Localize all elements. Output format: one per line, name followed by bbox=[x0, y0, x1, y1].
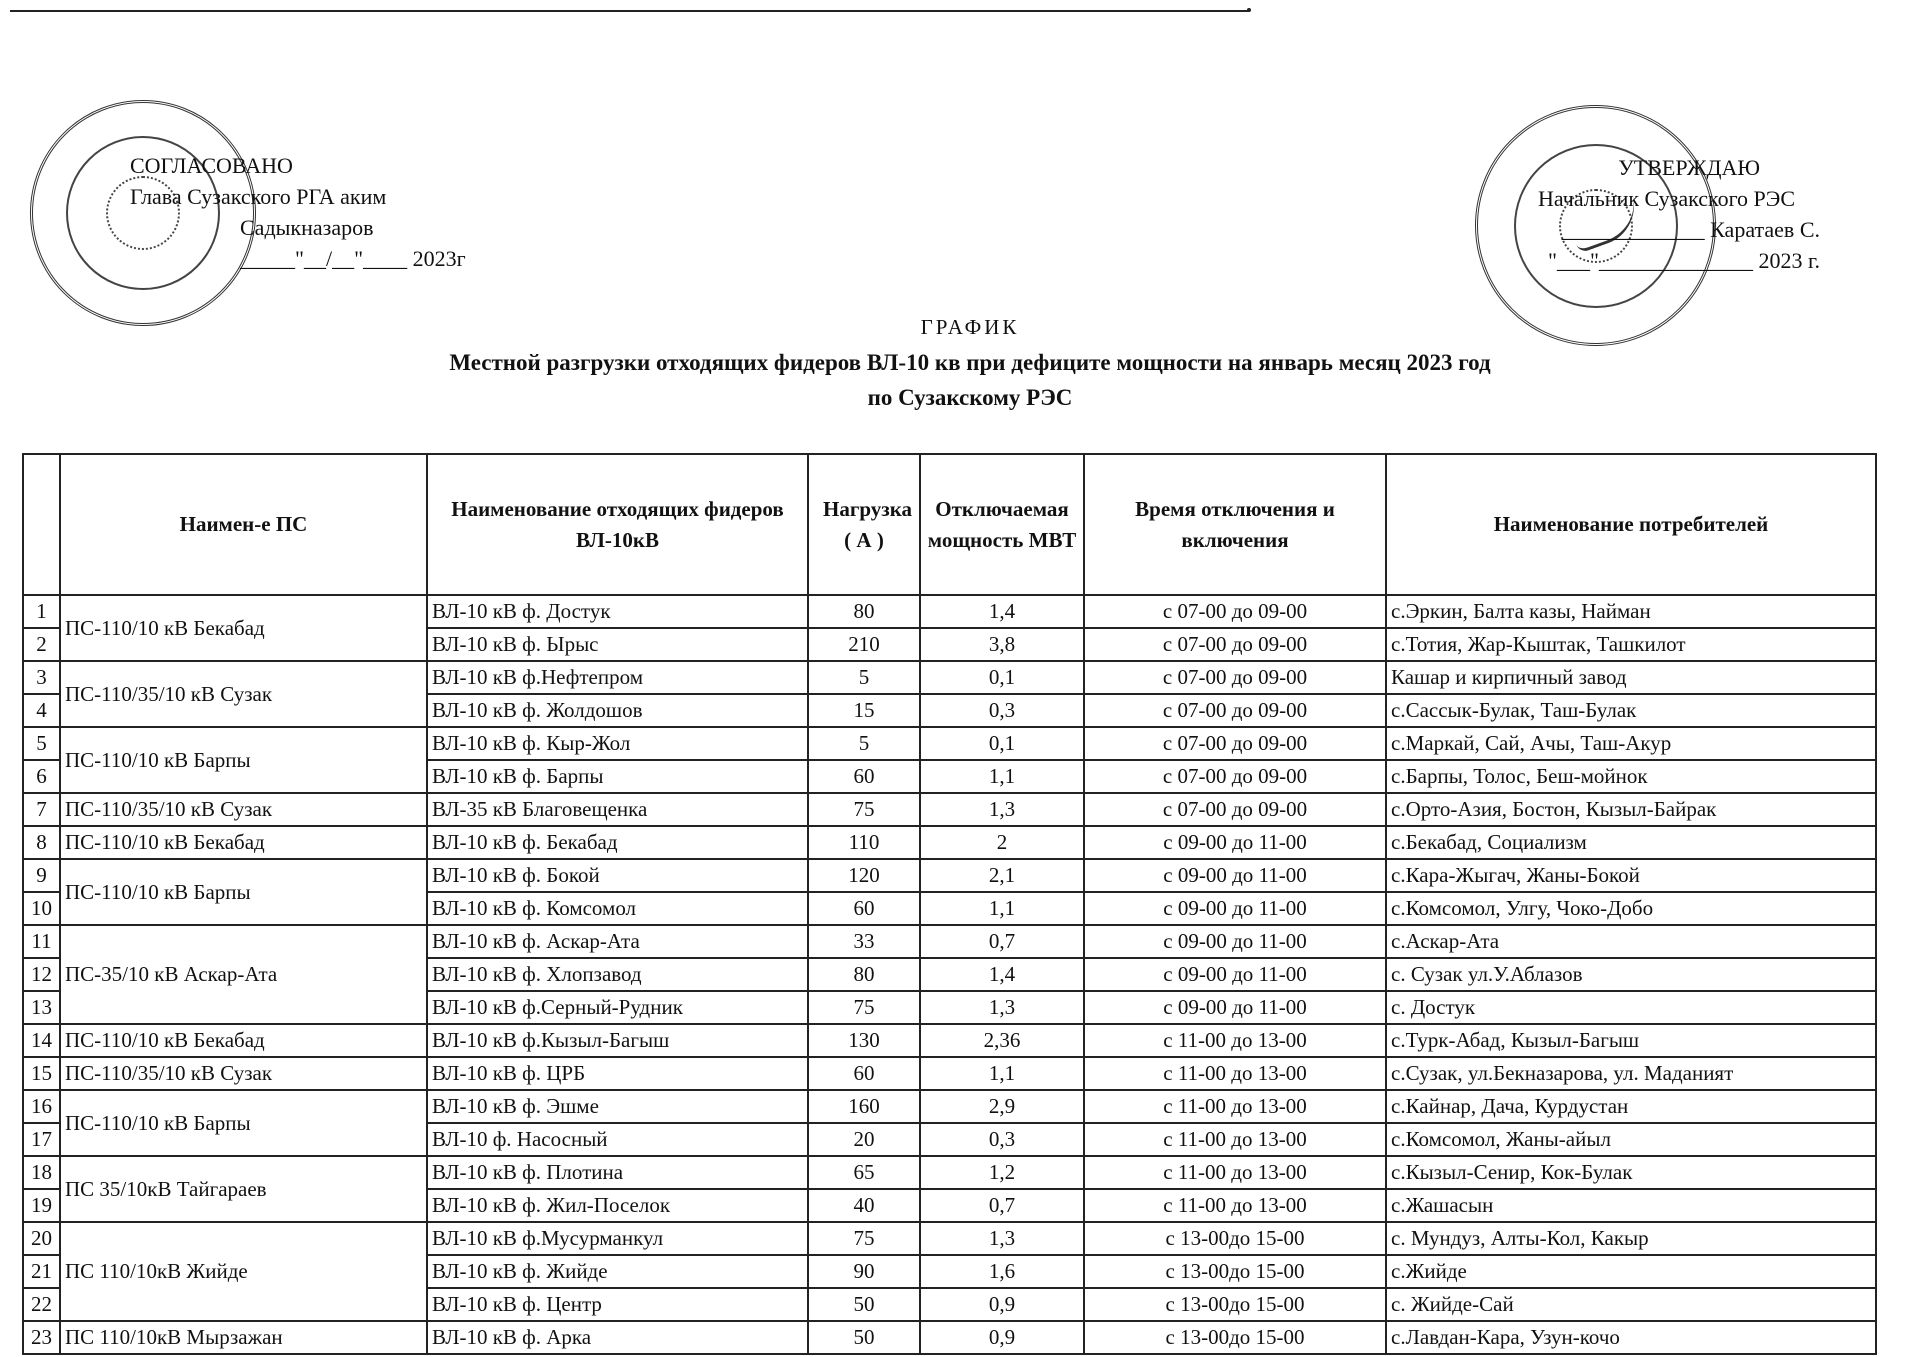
row-number: 2 bbox=[23, 628, 60, 661]
load-value: 60 bbox=[808, 892, 920, 925]
time-range: с 09-00 до 11-00 bbox=[1084, 826, 1386, 859]
feeder-name: ВЛ-10 кВ ф. Жийде bbox=[427, 1255, 808, 1288]
row-number: 14 bbox=[23, 1024, 60, 1057]
feeder-name: ВЛ-10 кВ ф. ЦРБ bbox=[427, 1057, 808, 1090]
power-value: 0,3 bbox=[920, 694, 1084, 727]
feeder-name: ВЛ-10 кВ ф. Арка bbox=[427, 1321, 808, 1354]
load-value: 60 bbox=[808, 1057, 920, 1090]
feeder-name: ВЛ-10 кВ ф. Бекабад bbox=[427, 826, 808, 859]
load-value: 5 bbox=[808, 661, 920, 694]
row-number: 11 bbox=[23, 925, 60, 958]
consumers: с.Кара-Жыгач, Жаны-Бокой bbox=[1386, 859, 1876, 892]
load-value: 110 bbox=[808, 826, 920, 859]
table-row bbox=[23, 793, 1876, 826]
time-range: с 09-00 до 11-00 bbox=[1084, 892, 1386, 925]
consumers: с.Турк-Абад, Кызыл-Багыш bbox=[1386, 1024, 1876, 1057]
feeder-name: ВЛ-10 кВ ф. Достук bbox=[427, 595, 808, 628]
row-number: 8 bbox=[23, 826, 60, 859]
load-value: 5 bbox=[808, 727, 920, 760]
consumers: с.Лавдан-Кара, Узун-кочо bbox=[1386, 1321, 1876, 1354]
power-value: 1,1 bbox=[920, 760, 1084, 793]
approval-block-right bbox=[1440, 152, 1820, 276]
header-ps: Наимен-е ПС bbox=[60, 454, 427, 595]
load-value: 65 bbox=[808, 1156, 920, 1189]
consumers: Кашар и кирпичный завод bbox=[1386, 661, 1876, 694]
time-range: с 11-00 до 13-00 bbox=[1084, 1024, 1386, 1057]
consumers: с. Сузак ул.У.Аблазов bbox=[1386, 958, 1876, 991]
time-range: с 07-00 до 09-00 bbox=[1084, 760, 1386, 793]
load-value: 130 bbox=[808, 1024, 920, 1057]
header-power: Отключаемая мощность МВТ bbox=[920, 454, 1084, 595]
load-value: 90 bbox=[808, 1255, 920, 1288]
substation-name: ПС 110/10кВ Жийде bbox=[60, 1222, 427, 1321]
row-number: 3 bbox=[23, 661, 60, 694]
feeder-name: ВЛ-10 кВ ф. Кыр-Жол bbox=[427, 727, 808, 760]
row-number: 21 bbox=[23, 1255, 60, 1288]
table-row bbox=[23, 1156, 1876, 1189]
approval-right-heading: УТВЕРЖДАЮ bbox=[1618, 155, 1760, 180]
approval-right-name: _____________ Каратаев С. bbox=[1561, 217, 1820, 242]
substation-name: ПС-110/10 кВ Бекабад bbox=[60, 826, 427, 859]
substation-name: ПС-110/10 кВ Барпы bbox=[60, 1090, 427, 1156]
time-range: с 11-00 до 13-00 bbox=[1084, 1156, 1386, 1189]
load-value: 75 bbox=[808, 793, 920, 826]
feeder-name: ВЛ-10 кВ ф. Барпы bbox=[427, 760, 808, 793]
schedule-table bbox=[22, 453, 1877, 1355]
load-value: 40 bbox=[808, 1189, 920, 1222]
table-row bbox=[23, 595, 1876, 628]
substation-name: ПС-110/35/10 кВ Сузак bbox=[60, 793, 427, 826]
row-number: 20 bbox=[23, 1222, 60, 1255]
power-value: 1,3 bbox=[920, 1222, 1084, 1255]
power-value: 2,1 bbox=[920, 859, 1084, 892]
feeder-name: ВЛ-10 кВ ф. Бокой bbox=[427, 859, 808, 892]
substation-name: ПС-110/10 кВ Бекабад bbox=[60, 1024, 427, 1057]
substation-name: ПС-110/35/10 кВ Сузак bbox=[60, 661, 427, 727]
load-value: 20 bbox=[808, 1123, 920, 1156]
time-range: с 11-00 до 13-00 bbox=[1084, 1123, 1386, 1156]
load-value: 33 bbox=[808, 925, 920, 958]
load-value: 75 bbox=[808, 991, 920, 1024]
power-value: 1,3 bbox=[920, 793, 1084, 826]
time-range: с 09-00 до 11-00 bbox=[1084, 925, 1386, 958]
consumers: с.Жийде bbox=[1386, 1255, 1876, 1288]
substation-name: ПС-110/10 кВ Барпы bbox=[60, 727, 427, 793]
load-value: 120 bbox=[808, 859, 920, 892]
power-value: 2,9 bbox=[920, 1090, 1084, 1123]
consumers: с.Сузак, ул.Бекназарова, ул. Маданият bbox=[1386, 1057, 1876, 1090]
scan-dot bbox=[1247, 8, 1251, 12]
time-range: с 13-00до 15-00 bbox=[1084, 1321, 1386, 1354]
table-row bbox=[23, 925, 1876, 958]
row-number: 16 bbox=[23, 1090, 60, 1123]
feeder-name: ВЛ-10 кВ ф. Эшме bbox=[427, 1090, 808, 1123]
power-value: 0,3 bbox=[920, 1123, 1084, 1156]
row-number: 15 bbox=[23, 1057, 60, 1090]
table-row bbox=[23, 826, 1876, 859]
power-value: 1,6 bbox=[920, 1255, 1084, 1288]
table-row bbox=[23, 1057, 1876, 1090]
feeder-name: ВЛ-10 кВ ф. Ырыс bbox=[427, 628, 808, 661]
table-row bbox=[23, 1024, 1876, 1057]
row-number: 13 bbox=[23, 991, 60, 1024]
approval-left-date: _____"__/__"____ 2023г bbox=[240, 246, 466, 271]
substation-name: ПС-35/10 кВ Аскар-Ата bbox=[60, 925, 427, 1024]
power-value: 2,36 bbox=[920, 1024, 1084, 1057]
row-number: 23 bbox=[23, 1321, 60, 1354]
substation-name: ПС 110/10кВ Мырзажан bbox=[60, 1321, 427, 1354]
feeder-name: ВЛ-10 ф. Насосный bbox=[427, 1123, 808, 1156]
substation-name: ПС-110/10 кВ Бекабад bbox=[60, 595, 427, 661]
time-range: с 11-00 до 13-00 bbox=[1084, 1189, 1386, 1222]
time-range: с 09-00 до 11-00 bbox=[1084, 958, 1386, 991]
load-value: 210 bbox=[808, 628, 920, 661]
consumers: с.Комсомол, Жаны-айыл bbox=[1386, 1123, 1876, 1156]
row-number: 12 bbox=[23, 958, 60, 991]
power-value: 0,1 bbox=[920, 661, 1084, 694]
power-value: 1,1 bbox=[920, 892, 1084, 925]
consumers: с.Барпы, Толос, Беш-мойнок bbox=[1386, 760, 1876, 793]
time-range: с 11-00 до 13-00 bbox=[1084, 1090, 1386, 1123]
header-feeder: Наименование отходящих фидеров ВЛ-10кВ bbox=[427, 454, 808, 595]
header-consumers: Наименование потребителей bbox=[1386, 454, 1876, 595]
time-range: с 09-00 до 11-00 bbox=[1084, 859, 1386, 892]
time-range: с 07-00 до 09-00 bbox=[1084, 595, 1386, 628]
time-range: с 07-00 до 09-00 bbox=[1084, 628, 1386, 661]
time-range: с 07-00 до 09-00 bbox=[1084, 793, 1386, 826]
feeder-name: ВЛ-10 кВ ф. Центр bbox=[427, 1288, 808, 1321]
power-value: 0,7 bbox=[920, 1189, 1084, 1222]
time-range: с 09-00 до 11-00 bbox=[1084, 991, 1386, 1024]
time-range: с 11-00 до 13-00 bbox=[1084, 1057, 1386, 1090]
row-number: 18 bbox=[23, 1156, 60, 1189]
feeder-name: ВЛ-10 кВ ф. Хлопзавод bbox=[427, 958, 808, 991]
feeder-name: ВЛ-10 кВ ф.Кызыл-Багыш bbox=[427, 1024, 808, 1057]
load-value: 75 bbox=[808, 1222, 920, 1255]
power-value: 0,9 bbox=[920, 1321, 1084, 1354]
power-value: 0,7 bbox=[920, 925, 1084, 958]
time-range: с 07-00 до 09-00 bbox=[1084, 727, 1386, 760]
consumers: с. Достук bbox=[1386, 991, 1876, 1024]
load-value: 50 bbox=[808, 1288, 920, 1321]
load-value: 60 bbox=[808, 760, 920, 793]
time-range: с 13-00до 15-00 bbox=[1084, 1288, 1386, 1321]
table-header-row bbox=[23, 454, 1876, 595]
top-rule bbox=[10, 10, 1250, 12]
load-value: 80 bbox=[808, 958, 920, 991]
row-number: 5 bbox=[23, 727, 60, 760]
time-range: с 13-00до 15-00 bbox=[1084, 1255, 1386, 1288]
power-value: 0,1 bbox=[920, 727, 1084, 760]
consumers: с.Жашасын bbox=[1386, 1189, 1876, 1222]
load-value: 160 bbox=[808, 1090, 920, 1123]
load-value: 50 bbox=[808, 1321, 920, 1354]
consumers: с.Эркин, Балта казы, Найман bbox=[1386, 595, 1876, 628]
row-number: 22 bbox=[23, 1288, 60, 1321]
power-value: 1,2 bbox=[920, 1156, 1084, 1189]
power-value: 1,4 bbox=[920, 958, 1084, 991]
time-range: с 13-00до 15-00 bbox=[1084, 1222, 1386, 1255]
power-value: 1,1 bbox=[920, 1057, 1084, 1090]
feeder-name: ВЛ-35 кВ Благовещенка bbox=[427, 793, 808, 826]
feeder-name: ВЛ-10 кВ ф. Жил-Поселок bbox=[427, 1189, 808, 1222]
table-row bbox=[23, 727, 1876, 760]
feeder-name: ВЛ-10 кВ ф. Жолдошов bbox=[427, 694, 808, 727]
consumers: с.Комсомол, Улгу, Чоко-Добо bbox=[1386, 892, 1876, 925]
approval-block-left bbox=[130, 150, 466, 274]
substation-name: ПС-110/35/10 кВ Сузак bbox=[60, 1057, 427, 1090]
consumers: с.Кызыл-Сенир, Кок-Булак bbox=[1386, 1156, 1876, 1189]
consumers: с.Аскар-Ата bbox=[1386, 925, 1876, 958]
feeder-name: ВЛ-10 кВ ф.Нефтепром bbox=[427, 661, 808, 694]
consumers: с.Сассык-Булак, Таш-Булак bbox=[1386, 694, 1876, 727]
load-value: 80 bbox=[808, 595, 920, 628]
substation-name: ПС-110/10 кВ Барпы bbox=[60, 859, 427, 925]
table-row bbox=[23, 661, 1876, 694]
table-row bbox=[23, 1321, 1876, 1354]
time-range: с 07-00 до 09-00 bbox=[1084, 694, 1386, 727]
header-load: Нагрузка ( А ) bbox=[808, 454, 920, 595]
feeder-name: ВЛ-10 кВ ф. Плотина bbox=[427, 1156, 808, 1189]
consumers: с. Жийде-Сай bbox=[1386, 1288, 1876, 1321]
load-value: 15 bbox=[808, 694, 920, 727]
consumers: с.Орто-Азия, Бостон, Кызыл-Байрак bbox=[1386, 793, 1876, 826]
consumers: с.Бекабад, Социализм bbox=[1386, 826, 1876, 859]
document-subtitle: Местной разгрузки отходящих фидеров ВЛ-10 кв при дефиците мощности на январь месяц 2023 год bbox=[449, 350, 1491, 375]
time-range: с 07-00 до 09-00 bbox=[1084, 661, 1386, 694]
approval-left-heading: СОГЛАСОВАНО bbox=[130, 153, 293, 178]
feeder-name: ВЛ-10 кВ ф.Серный-Рудник bbox=[427, 991, 808, 1024]
feeder-name: ВЛ-10 кВ ф.Мусурманкул bbox=[427, 1222, 808, 1255]
consumers: с.Тотия, Жар-Кыштак, Ташкилот bbox=[1386, 628, 1876, 661]
consumers: с.Кайнар, Дача, Курдустан bbox=[1386, 1090, 1876, 1123]
row-number: 17 bbox=[23, 1123, 60, 1156]
row-number: 9 bbox=[23, 859, 60, 892]
consumers: с.Маркай, Сай, Ачы, Таш-Акур bbox=[1386, 727, 1876, 760]
row-number: 6 bbox=[23, 760, 60, 793]
document-subtitle-2: по Сузакскому РЭС bbox=[867, 385, 1073, 410]
row-number: 19 bbox=[23, 1189, 60, 1222]
table-row bbox=[23, 1222, 1876, 1255]
table-row bbox=[23, 1090, 1876, 1123]
consumers: с. Мундуз, Алты-Кол, Какыр bbox=[1386, 1222, 1876, 1255]
power-value: 1,3 bbox=[920, 991, 1084, 1024]
approval-left-position: Глава Сузакского РГА аким bbox=[130, 184, 387, 209]
approval-left-name: Садыкназаров bbox=[240, 215, 374, 240]
approval-right-position: Начальник Сузакского РЭС bbox=[1537, 186, 1795, 211]
feeder-name: ВЛ-10 кВ ф. Аскар-Ата bbox=[427, 925, 808, 958]
power-value: 3,8 bbox=[920, 628, 1084, 661]
header-num bbox=[23, 454, 60, 595]
row-number: 4 bbox=[23, 694, 60, 727]
power-value: 0,9 bbox=[920, 1288, 1084, 1321]
table-row bbox=[23, 859, 1876, 892]
row-number: 1 bbox=[23, 595, 60, 628]
row-number: 10 bbox=[23, 892, 60, 925]
power-value: 2 bbox=[920, 826, 1084, 859]
header-time: Время отключения и включения bbox=[1084, 454, 1386, 595]
document-title: ГРАФИК bbox=[920, 315, 1020, 339]
row-number: 7 bbox=[23, 793, 60, 826]
feeder-name: ВЛ-10 кВ ф. Комсомол bbox=[427, 892, 808, 925]
substation-name: ПС 35/10кВ Тайгараев bbox=[60, 1156, 427, 1222]
approval-right-date: "___"______________ 2023 г. bbox=[1547, 248, 1820, 273]
power-value: 1,4 bbox=[920, 595, 1084, 628]
